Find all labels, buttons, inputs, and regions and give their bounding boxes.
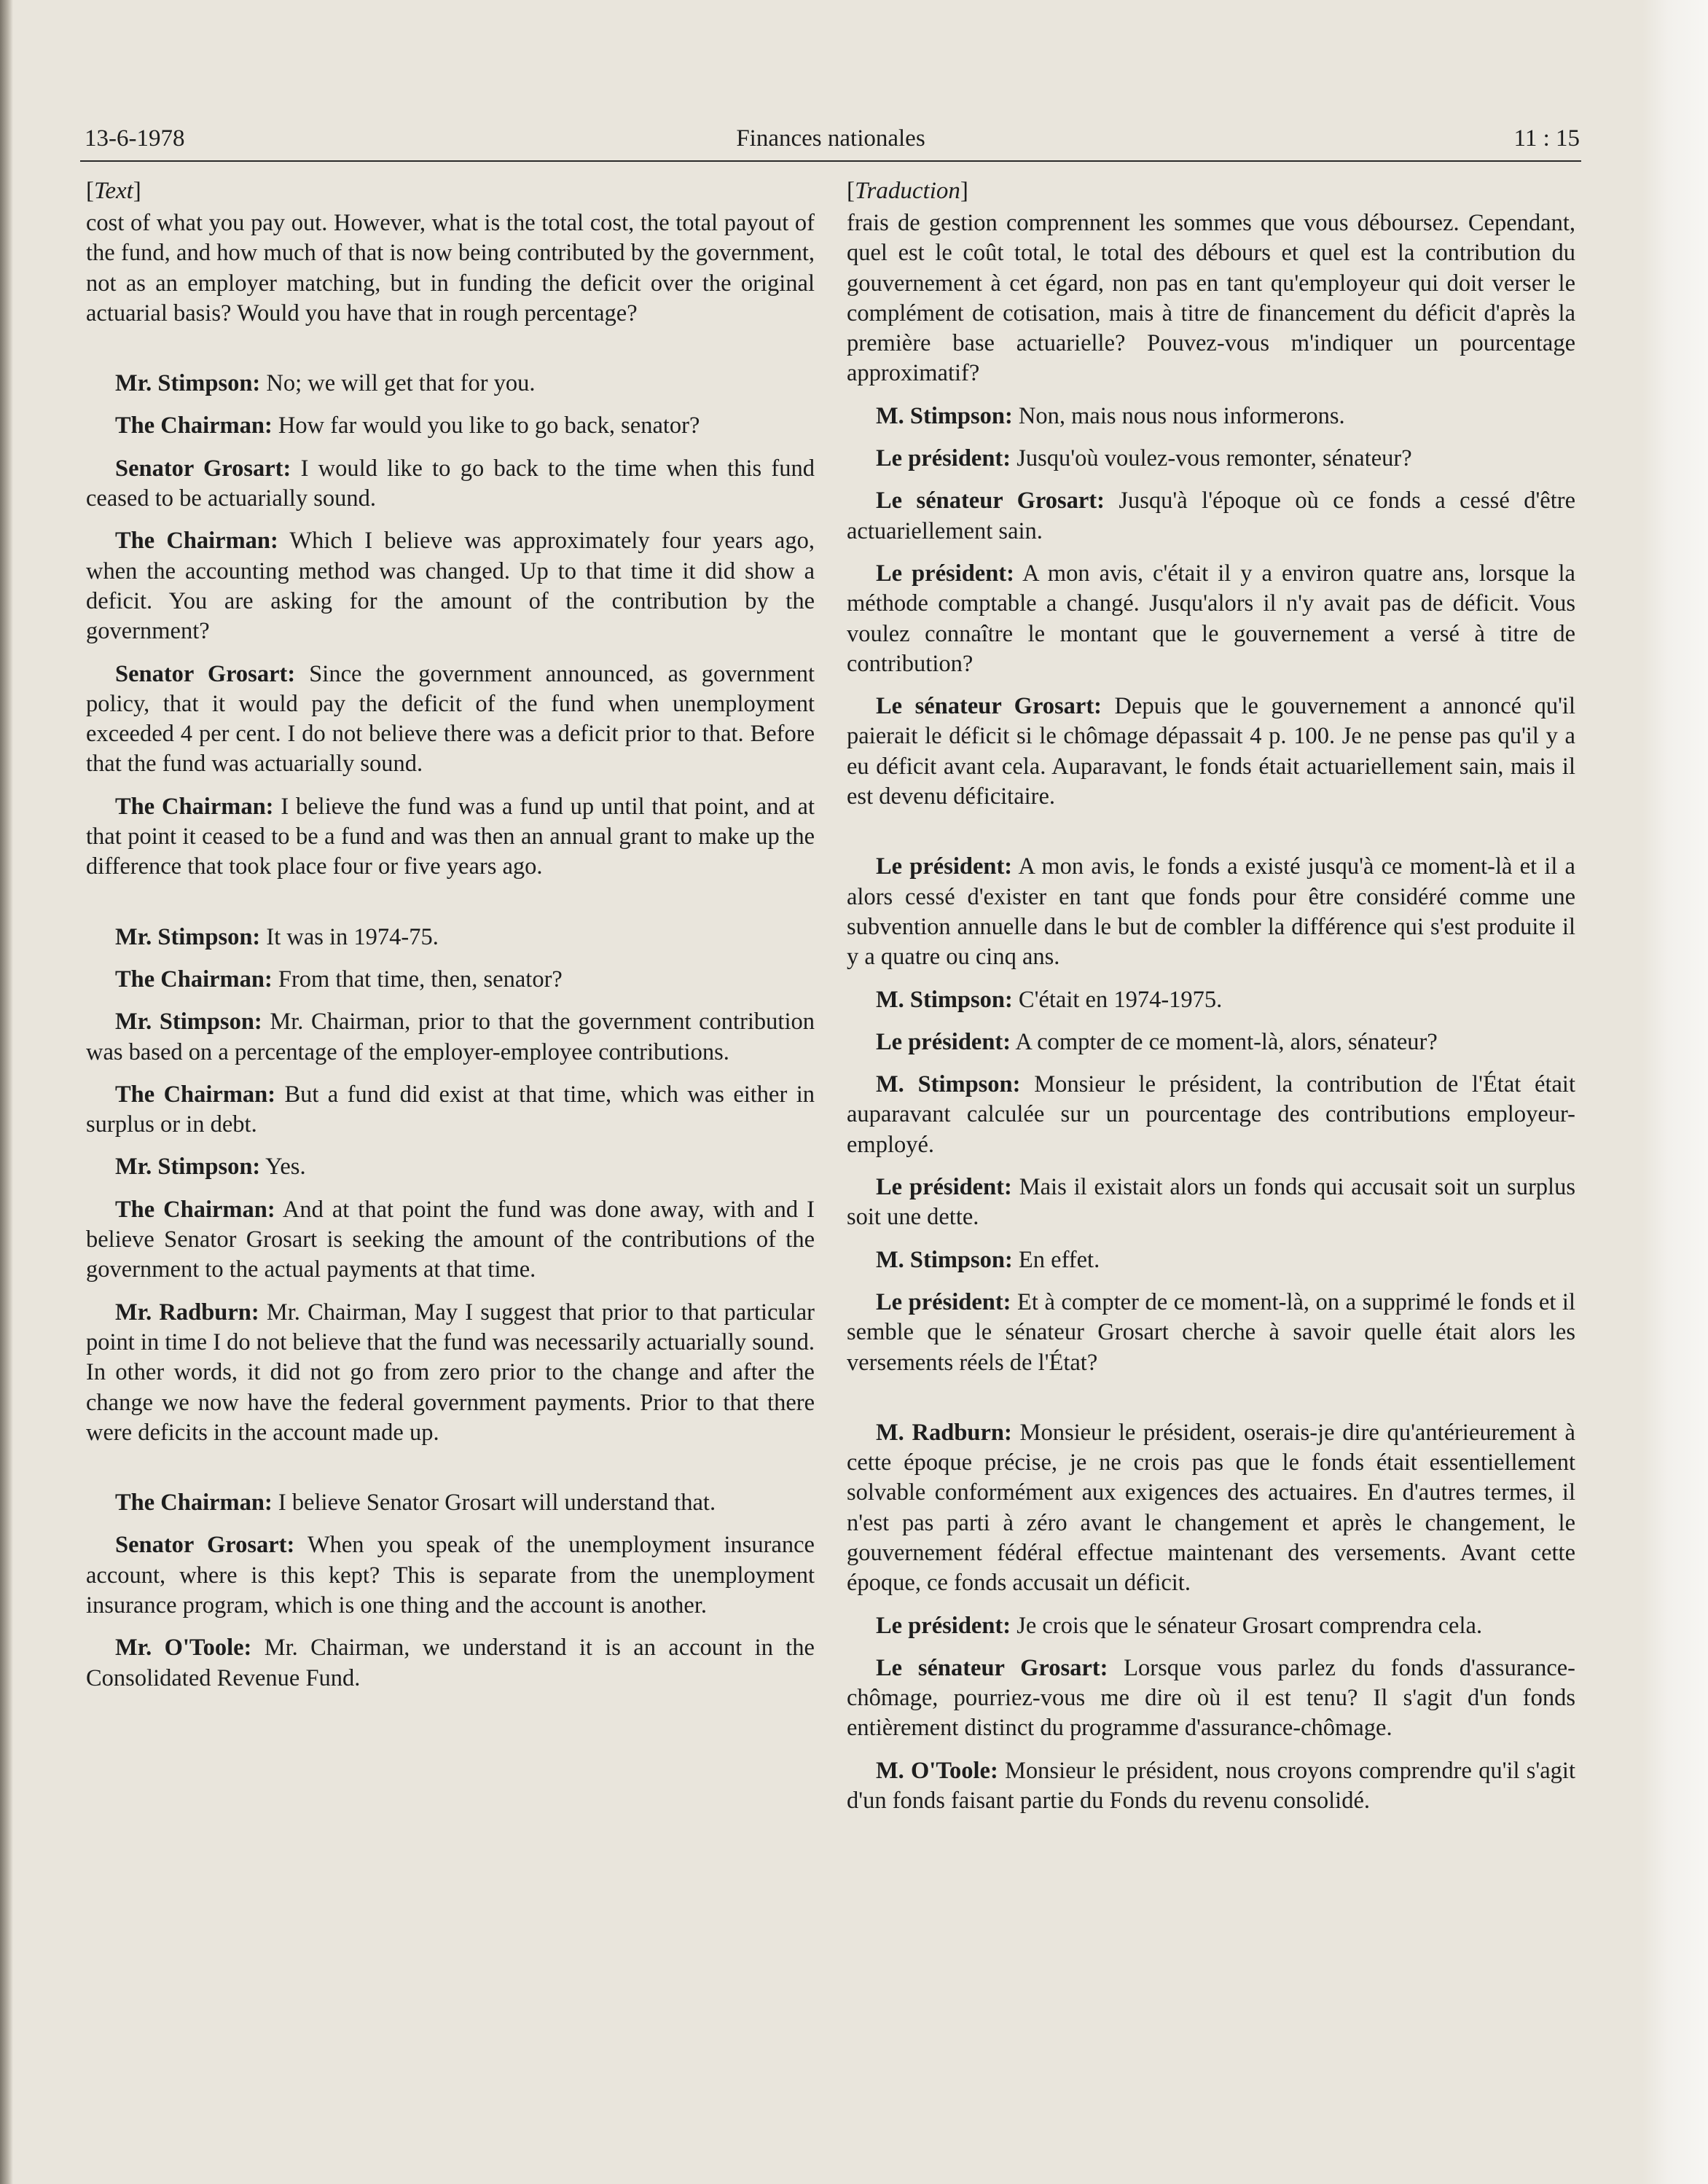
paragraph: M. Stimpson: Non, mais nous nous informerons. bbox=[876, 402, 1345, 429]
french-column bbox=[847, 176, 1575, 1828]
column-label-traduction: [Traduction] bbox=[847, 178, 968, 204]
paragraph: The Chairman: But a fund did exist at that time, which was either in surplus or in debt. bbox=[86, 1081, 815, 1138]
paragraph: The Chairman: And at that point the fund was done away, with and I believe Senator Grosart is seeking the amount of the contributions of the government to the actual payments at that time. bbox=[86, 1196, 815, 1283]
paragraph: Le président: Et à compter de ce moment-là, on a supprimé le fonds et il semble que le sénateur Grosart cherche à savoir quelle était alors les versements réels de l'État? bbox=[847, 1288, 1575, 1376]
paragraph: M. O'Toole: Monsieur le président, nous croyons comprendre qu'il s'agit d'un fonds faisant partie du Fonds du revenu consolidé. bbox=[847, 1757, 1575, 1815]
paragraph: M. Stimpson: C'était en 1974-1975. bbox=[876, 986, 1223, 1013]
paragraph: cost of what you pay out. However, what is the total cost, the total payout of the fund, and how much of that is now being contributed by the government, not as an employer matching, but in funding the deficit over the original actuarial basis? Would you have that in rough percentage? bbox=[86, 210, 815, 326]
paragraph: Senator Grosart: When you speak of the unemployment insurance account, where is this kept? This is separate from the unemployment insurance program, which is one thing and the account is another. bbox=[86, 1532, 815, 1619]
header-date: 13-6-1978 bbox=[85, 125, 185, 152]
paragraph: M. Stimpson: En effet. bbox=[876, 1246, 1100, 1273]
document-page bbox=[80, 117, 1581, 1815]
paragraph: Senator Grosart: I would like to go back to the time when this fund ceased to be actuarially sound. bbox=[86, 455, 815, 512]
paragraph: The Chairman: I believe the fund was a fund up until that point, and at that point it ceased to be a fund and was then an annual grant to make up the difference that took place four or five years ago. bbox=[86, 793, 815, 880]
paragraph: Le président: Je crois que le sénateur Grosart comprendra cela. bbox=[876, 1612, 1483, 1639]
paragraph: The Chairman: I believe Senator Grosart will understand that. bbox=[115, 1490, 716, 1516]
paragraph: frais de gestion comprennent les sommes que vous déboursez. Cependant, quel est le coût total, le total des débours et quel est la contribution du gouvernement à cet égard, non pas en tant qu'employeur qui doit verser le complément de cotisation, mais à titre de financement du déficit d'après la première base actuarielle? Pouvez-vous m'indiquer un pourcentage approximatif? bbox=[847, 210, 1575, 387]
paragraph: Mr. Stimpson: Yes. bbox=[115, 1154, 306, 1181]
paragraph: The Chairman: How far would you like to go back, senator? bbox=[115, 412, 700, 439]
paragraph: The Chairman: Which I believe was approximately four years ago, when the accounting method was changed. Up to that time it did show a deficit. You are asking for the amount of the contribution by the government? bbox=[86, 528, 815, 645]
header-title: Finances nationales bbox=[736, 125, 925, 152]
paragraph: Le sénateur Grosart: Lorsque vous parlez du fonds d'assurance-chômage, pourriez-vous me dire où il est tenu? Il s'agit d'un fonds entièrement distinct du programme d'assurance-chômage. bbox=[847, 1654, 1575, 1742]
paragraph: M. Stimpson: Monsieur le président, la contribution de l'État était auparavant calculée sur un pourcentage des contributions employeur-employé. bbox=[847, 1071, 1575, 1158]
paragraph: Mr. O'Toole: Mr. Chairman, we understand it is an account in the Consolidated Revenue Fund. bbox=[86, 1635, 815, 1691]
paragraph: Le président: A mon avis, le fonds a existé jusqu'à ce moment-là et il a alors cessé d'exister en tant que fonds pour être considéré comme une subvention annuelle dans le but de combler la différence qui s'est produite il y a quatre ou cinq ans. bbox=[847, 853, 1575, 971]
paragraph: Le sénateur Grosart: Depuis que le gouvernement a annoncé qu'il paierait le déficit si le chômage dépassait 4 p. 100. Je ne pense pas qu'il y a eu déficit avant cela. Auparavant, le fonds était actuariellement sain, mais il est devenu déficitaire. bbox=[847, 693, 1575, 810]
paragraph: M. Radburn: Monsieur le président, oserais-je dire qu'antérieurement à cette époque précise, je ne crois pas que le fonds était essentiellement solvable conformément aux exigences des actuaires. En d'autres termes, il n'est pas parti à zéro avant le changement et après le changement, le gouvernement fédéral effectue maintenant des versements. Avant cette époque, ce fonds accusait un déficit. bbox=[847, 1419, 1575, 1597]
binding-shadow bbox=[0, 0, 13, 2184]
paragraph: Le sénateur Grosart: Jusqu'à l'époque où ce fonds a cessé d'être actuariellement sain. bbox=[847, 488, 1576, 544]
header-page-number: 11 : 15 bbox=[1513, 125, 1580, 152]
paragraph: Mr. Radburn: Mr. Chairman, May I suggest that prior to that particular point in time I do not believe that the fund was necessarily actuarially sound. In other words, it did not go from zero prior to the change and after the change we now have the federal government payments. Prior to that there were deficits in the account made up. bbox=[86, 1299, 815, 1446]
paragraph: Senator Grosart: Since the government announced, as government policy, that it would pay the deficit of the fund when unemployment exceeded 4 per cent. I do not believe there was a deficit prior to that. Before that the fund was actuarially sound. bbox=[86, 660, 815, 778]
page-header bbox=[80, 117, 1581, 162]
paragraph: Mr. Stimpson: It was in 1974-75. bbox=[115, 923, 439, 950]
paragraph: Le président: A compter de ce moment-là, alors, sénateur? bbox=[876, 1028, 1438, 1055]
paragraph: Le président: A mon avis, c'était il y a environ quatre ans, lorsque la méthode comptable a changé. Jusqu'alors il n'y avait pas de déficit. Vous voulez connaître le montant que le gouvernement a versé à titre de contribution? bbox=[847, 560, 1575, 677]
paragraph: Le président: Jusqu'où voulez-vous remonter, sénateur? bbox=[876, 445, 1412, 472]
english-column bbox=[86, 176, 815, 1706]
paragraph: The Chairman: From that time, then, senator? bbox=[115, 966, 563, 993]
paragraph: Mr. Stimpson: No; we will get that for you. bbox=[115, 370, 536, 397]
paragraph: Mr. Stimpson: Mr. Chairman, prior to that the government contribution was based on a percentage of the employer-employee contributions. bbox=[86, 1009, 815, 1065]
page-edge bbox=[1642, 0, 1708, 2184]
column-label-text: [Text] bbox=[86, 178, 141, 204]
paragraph: Le président: Mais il existait alors un fonds qui accusait soit un surplus soit une dette. bbox=[847, 1174, 1575, 1231]
